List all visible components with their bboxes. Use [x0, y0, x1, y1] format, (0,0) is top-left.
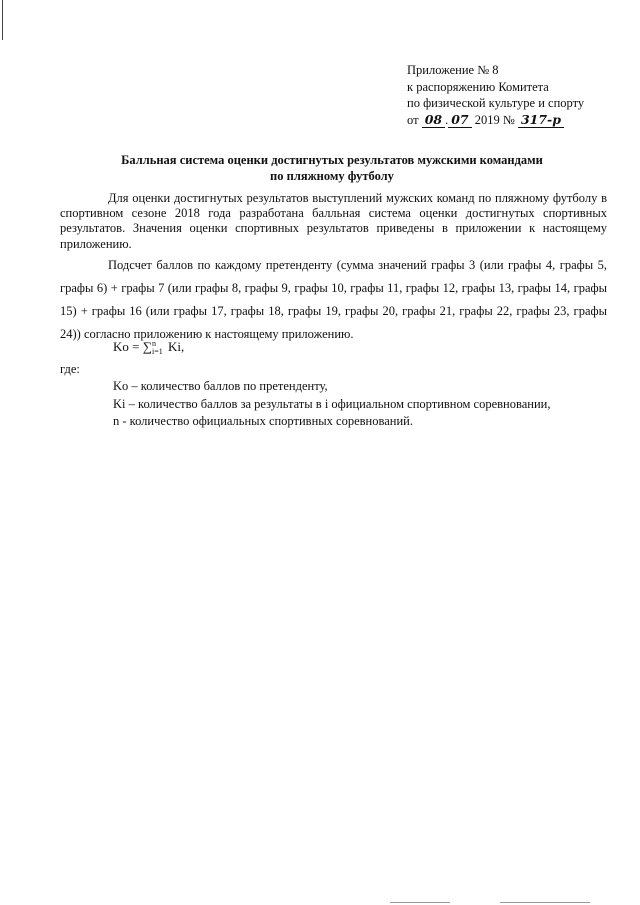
scan-edge-mark-bottom	[500, 902, 590, 903]
paragraph-2: Подсчет баллов по каждому претенденту (сумма значений графы 3 (или графы 4, графы 5, графы 6) + графы 7 (или графы 8, графы 9, графы 10, графы 11, графы 12, графы 13, графы 14, графы 15) + графы 16 (или графы 17, графы 18, графы 19, графы 20, графы 21, графы 22, графы 23, графы 24)) согласно приложению к настоящему приложению.	[60, 257, 607, 341]
date-year: 2019 №	[474, 112, 515, 127]
formula-rhs: Ki,	[167, 339, 185, 354]
handwritten-month: 07	[448, 112, 471, 128]
definitions-list	[113, 378, 550, 431]
formula-lhs: Ko = ∑	[113, 339, 152, 354]
sum-lower: i=1	[152, 347, 163, 357]
appendix-order-line: к распоряжению Комитета	[407, 79, 549, 94]
formula	[113, 339, 184, 356]
title-line-2: по пляжному футболу	[270, 169, 394, 183]
sum-upper: n	[152, 339, 156, 349]
title-line-1: Балльная система оценки достигнутых результатов мужскими командами	[121, 153, 543, 167]
scan-edge-mark	[2, 0, 3, 40]
appendix-number: Приложение № 8	[407, 63, 499, 77]
definition-n: n - количество официальных спортивных соревнований.	[113, 414, 413, 428]
paragraph-1: Для оценки достигнутых результатов выступлений мужских команд по пляжному футболу в спортивном сезоне 2018 года разработана балльная система оценки достигнутых спортивных результатов. Значения оценки спортивных результатов приведены в приложении к настоящему приложению.	[60, 191, 607, 251]
appendix-header	[407, 62, 584, 128]
document-title	[60, 152, 604, 184]
handwritten-number: 317-р	[518, 112, 564, 128]
where-label: где:	[60, 362, 80, 376]
appendix-date-line: от 08 . 07 2019 № 317-р	[407, 112, 584, 129]
sum-limits	[152, 340, 163, 356]
scan-edge-mark-bottom	[390, 902, 450, 903]
definition-ki: Ki – количество баллов за результаты в i официальном спортивном соревновании,	[113, 396, 551, 411]
date-prefix: от	[407, 112, 419, 127]
appendix-committee-line: по физической культуре и спорту	[407, 96, 585, 110]
handwritten-day: 08	[422, 112, 445, 128]
definition-ko: Ko – количество баллов по претенденту,	[113, 379, 328, 393]
